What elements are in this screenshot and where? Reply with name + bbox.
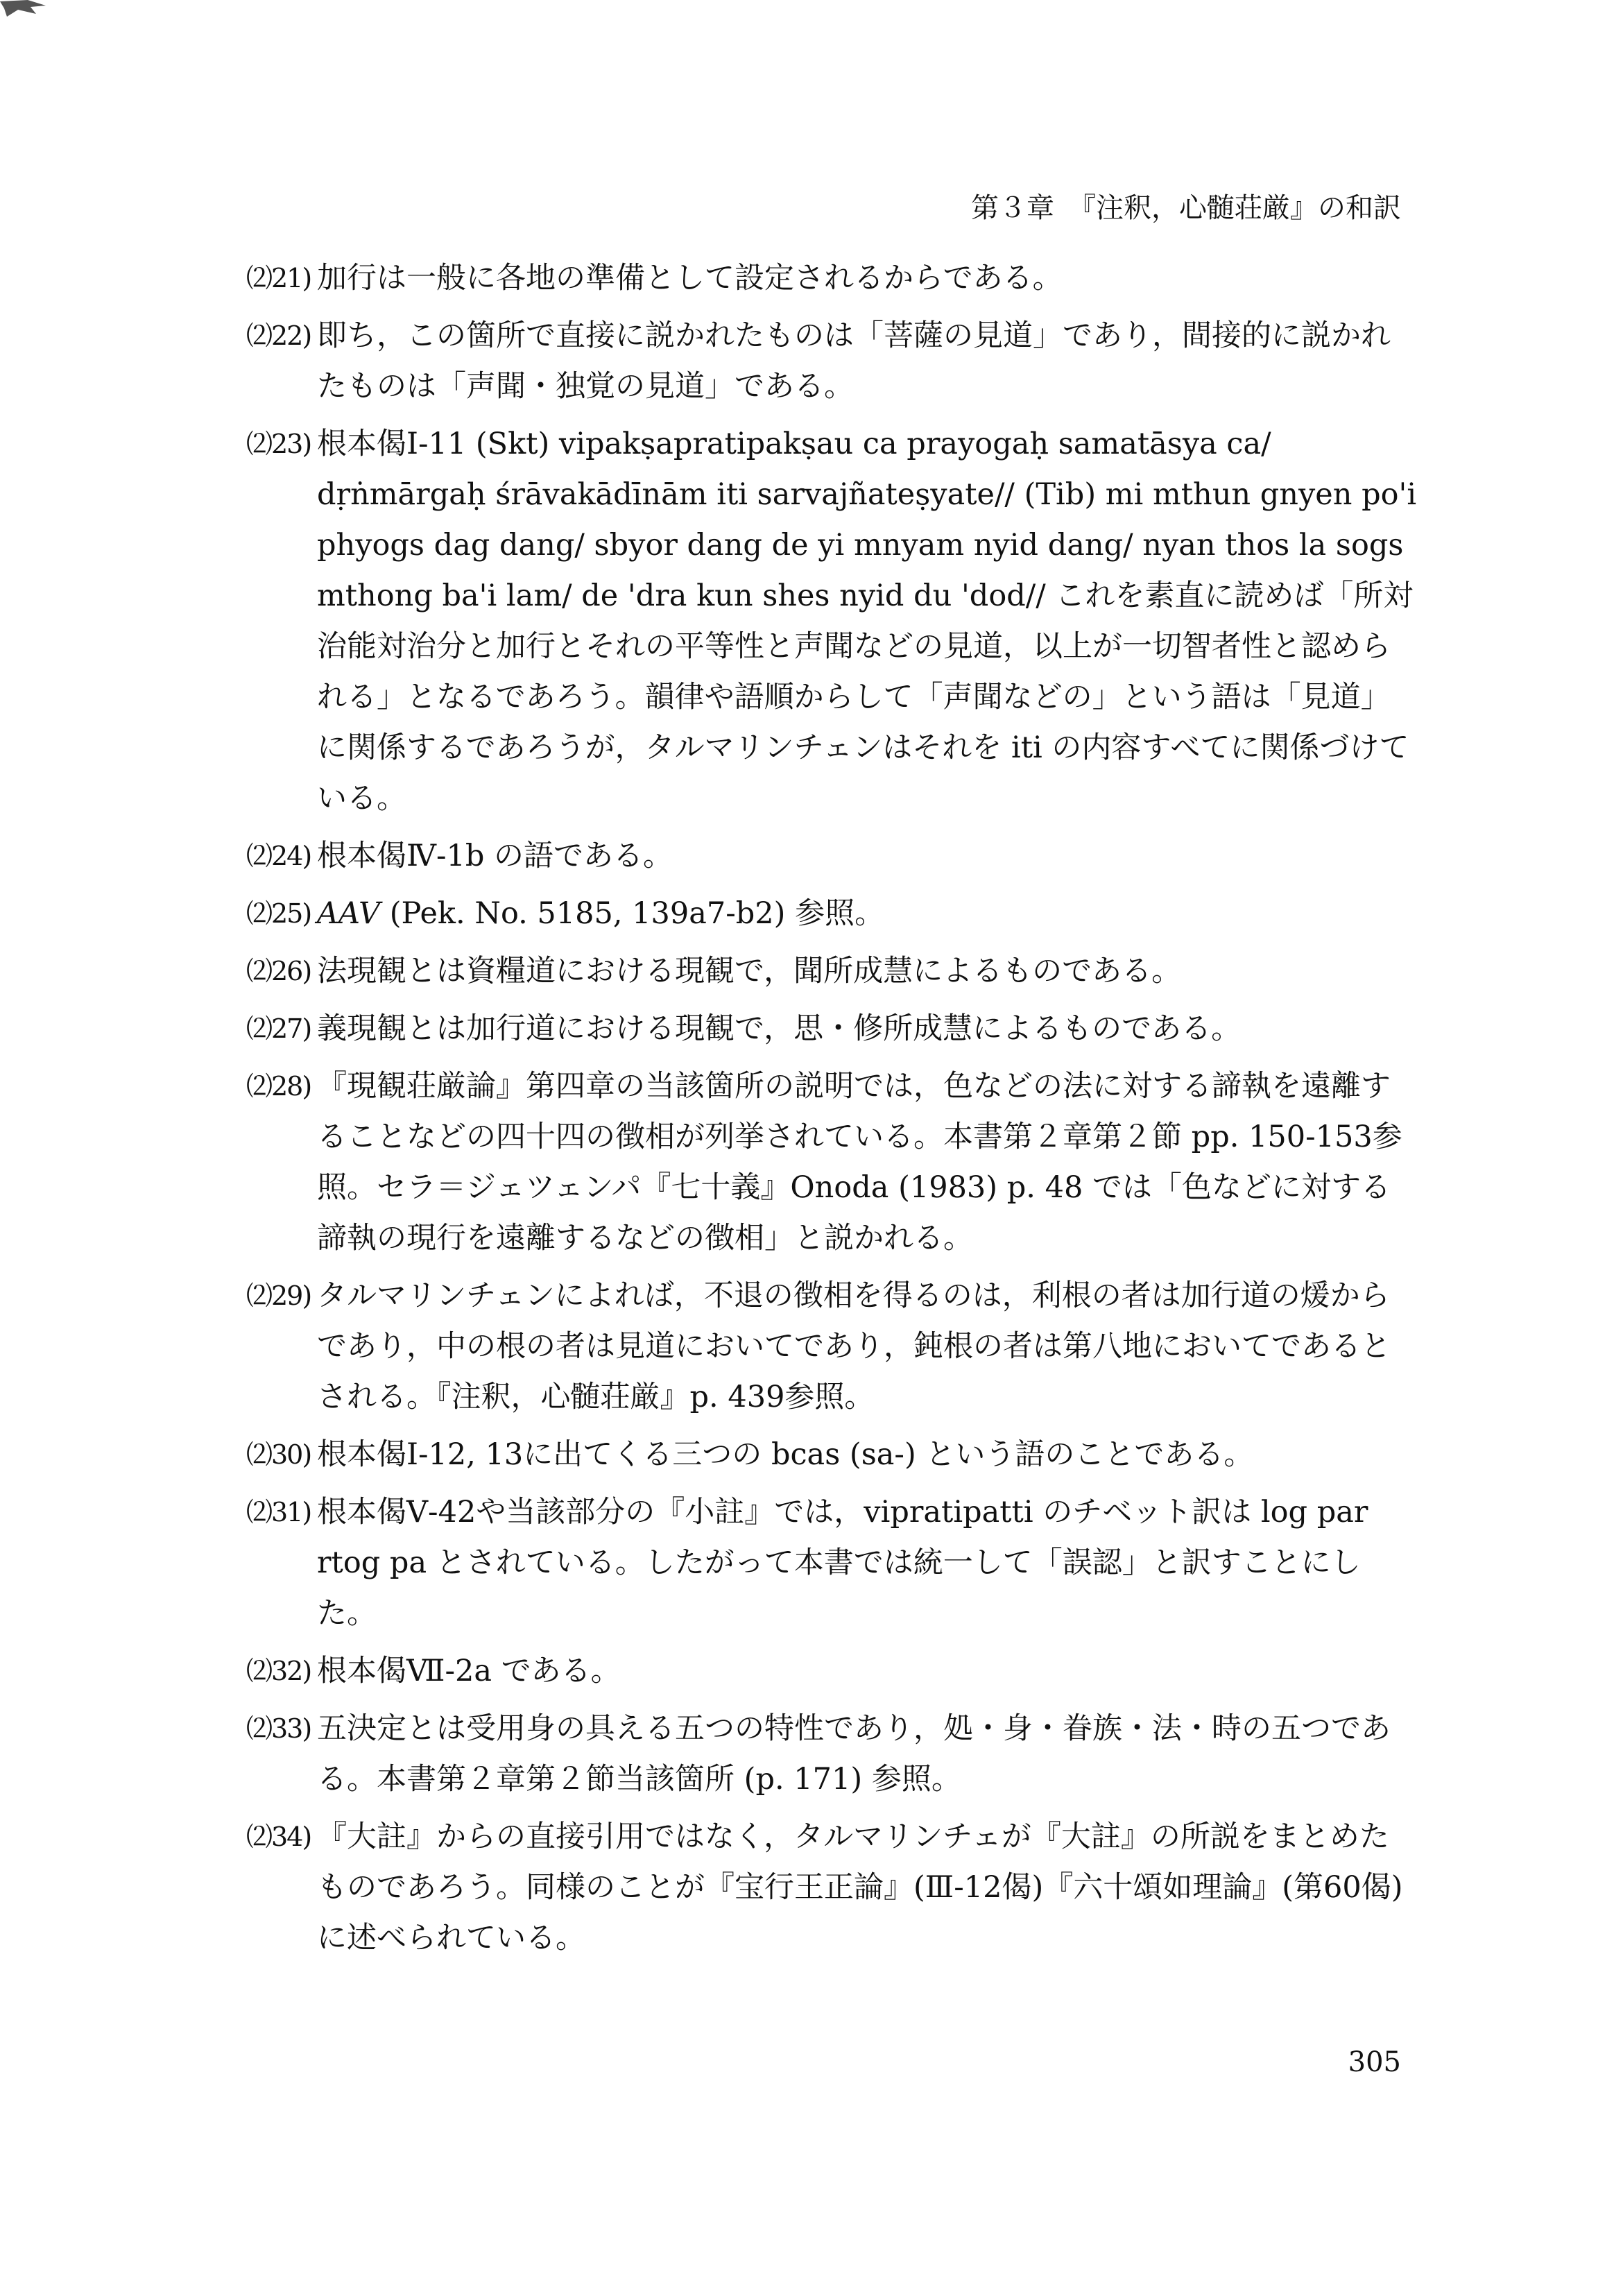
note-text: 義現観とは加行道における現観で，思・修所成慧によるものである。 [317, 1011, 1242, 1046]
note-222 [246, 311, 1418, 412]
note-number: ⑵25) [246, 898, 311, 929]
note-number: ⑵29) [246, 1280, 311, 1311]
note-text: 即ち，この箇所で直接に説かれたものは「菩薩の見道」であり，間接的に説かれたものは「声聞・独覚の見道」である。 [317, 318, 1391, 404]
note-text: 根本偈Ⅴ-42や当該部分の『小註』では，vipratipatti のチベット訳は log par rtog pa とされている。したがって本書では統一して「誤認」と訳すことにした。 [317, 1495, 1368, 1631]
note-number: ⑵33) [246, 1713, 311, 1744]
note-number: ⑵34) [246, 1822, 311, 1852]
note-abbreviation: AAV [317, 896, 381, 931]
note-number: ⑵31) [246, 1497, 311, 1527]
note-225 [246, 889, 1418, 939]
note-228 [246, 1061, 1418, 1264]
note-number: ⑵26) [246, 956, 311, 986]
note-223 [246, 419, 1418, 824]
scan-corner-mark [0, 0, 49, 18]
note-234 [246, 1812, 1418, 1964]
note-number: ⑵21) [246, 263, 311, 293]
note-232 [246, 1646, 1418, 1697]
note-text: 根本偈Ⅶ-2a である。 [317, 1654, 621, 1688]
note-230 [246, 1430, 1418, 1480]
note-text: (Pek. No. 5185, 139a7-b2) 参照。 [380, 896, 885, 931]
note-224 [246, 831, 1418, 882]
note-229 [246, 1271, 1418, 1423]
note-number: ⑵23) [246, 429, 311, 459]
page-number: 305 [1348, 2046, 1401, 2078]
running-head: 第３章 『注釈，心髄荘厳』の和訳 [971, 192, 1401, 224]
note-number: ⑵22) [246, 320, 311, 351]
note-text: 法現観とは資糧道における現観で，聞所成慧によるものである。 [317, 954, 1182, 988]
note-number: ⑵28) [246, 1071, 311, 1102]
note-text: 加行は一般に各地の準備として設定されるからである。 [317, 261, 1063, 295]
note-number: ⑵27) [246, 1013, 311, 1044]
note-227 [246, 1004, 1418, 1054]
note-text: 根本偈Ⅰ-11 (Skt) vipakṣapratipakṣau ca prayogaḥ samatāsya ca/ dṛṅmārgaḥ śrāvakādīnām iti sarvajñateṣyate// (Tib) mi mthun gnyen po'i phyogs dag dang/ sbyor dang de yi mnyam nyid dang/ nyan thos la sogs mthong ba'i lam/ de 'dra kun shes nyid du 'dod// これを素直に読めば「所対治能対治分と加行とそれの平等性と声聞などの見道，以上が一切智者性と認められる」となるであろう。韻律や語順からして「声聞などの」という語は「見道」に関係するであろうが，タルマリンチェンはそれを iti の内容すべてに関係づけている。 [317, 427, 1417, 816]
notes-list [246, 253, 1418, 1971]
note-221 [246, 253, 1418, 304]
note-number: ⑵32) [246, 1656, 311, 1686]
note-number: ⑵30) [246, 1439, 311, 1470]
note-231 [246, 1487, 1418, 1639]
note-233 [246, 1704, 1418, 1805]
note-text: 『大註』からの直接引用ではなく，タルマリンチェが『大註』の所説をまとめたものであろう。同様のことが『宝行王正論』(Ⅲ-12偈)『六十頌如理論』(第60偈) に述べられている。 [317, 1819, 1403, 1955]
note-text: 五決定とは受用身の具える五つの特性であり，処・身・眷族・法・時の五つである。本書第２章第２節当該箇所 (p. 171) 参照。 [317, 1711, 1391, 1797]
note-text: 『現観荘厳論』第四章の当該箇所の説明では，色などの法に対する諦執を遠離することなどの四十四の徴相が列挙されている。本書第２章第２節 pp. 150-153参照。セラ＝ジェツェンパ『七十義』Onoda (1983) p. 48 では「色などに対する諦執の現行を遠離するなどの徴相」と説かれる。 [317, 1069, 1402, 1256]
note-226 [246, 946, 1418, 997]
note-number: ⑵24) [246, 841, 311, 871]
note-text: タルマリンチェンによれば，不退の徴相を得るのは，利根の者は加行道の煖からであり，中の根の者は見道においてであり，鈍根の者は第八地においてであるとされる。『注釈，心髄荘厳』p. 439参照。 [317, 1278, 1391, 1414]
note-text: 根本偈Ⅰ-12, 13に出てくる三つの bcas (sa-) という語のことである。 [317, 1437, 1254, 1472]
note-text: 根本偈Ⅳ-1b の語である。 [317, 839, 673, 873]
